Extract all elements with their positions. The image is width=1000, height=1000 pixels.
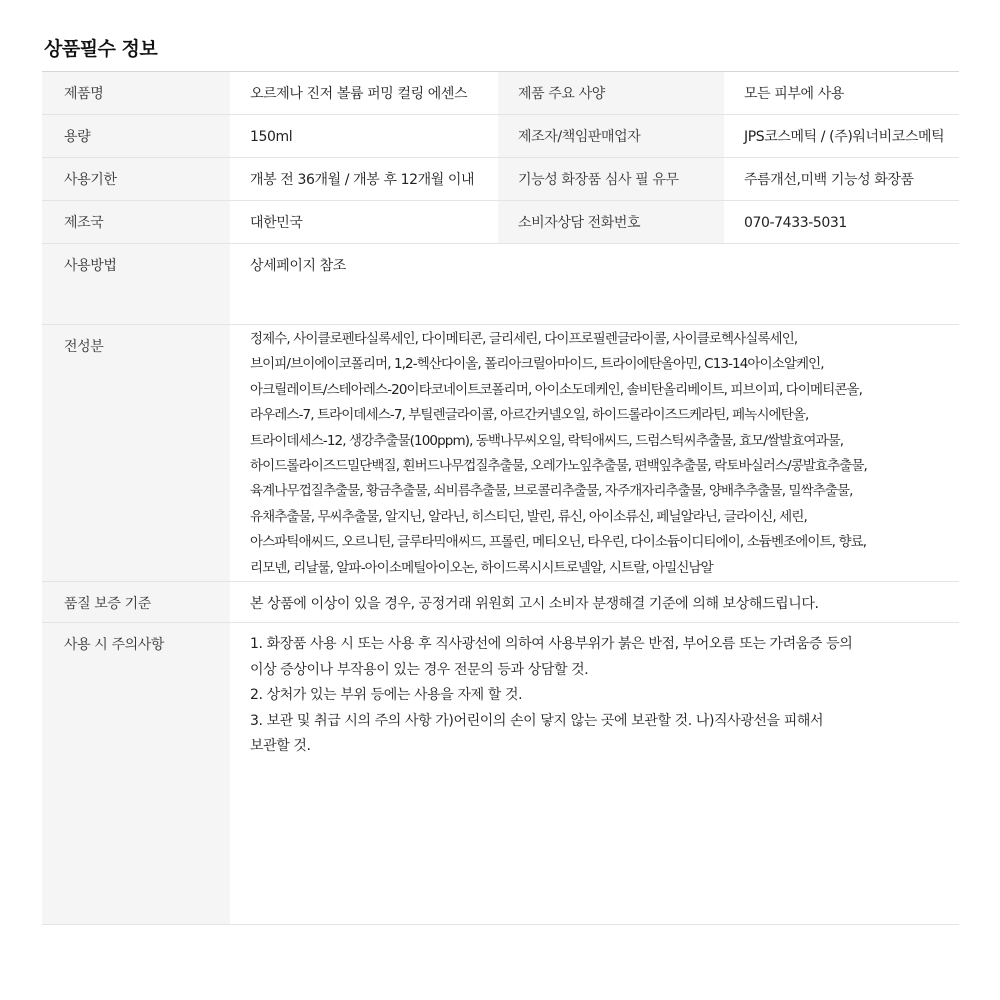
ingredients-line: 리모넨, 리날룰, 알파-아이소메틸아이오논, 하이드록시시트로넬알, 시트랄, 아밀신남알 bbox=[250, 559, 713, 576]
table-row bbox=[42, 158, 959, 201]
caution-line: 이상 증상이나 부작용이 있는 경우 전문의 등과 상담할 것. bbox=[250, 661, 589, 678]
origin-label: 제조국 bbox=[42, 201, 230, 244]
table-row bbox=[42, 582, 959, 623]
manufacturer-label: 제조자/책임판매업자 bbox=[498, 115, 724, 158]
caution-line: 2. 상처가 있는 부위 등에는 사용을 자제 할 것. bbox=[250, 687, 523, 704]
ingredients-line: 유채추출물, 무씨추출물, 알지닌, 알라닌, 히스티딘, 발린, 류신, 아이소류신, 페닐알라닌, 글라이신, 세린, bbox=[250, 508, 807, 525]
usage-label: 사용방법 bbox=[42, 244, 230, 325]
expiry-value: 개봉 전 36개월 / 개봉 후 12개월 이내 bbox=[230, 158, 498, 201]
volume-label: 용량 bbox=[42, 115, 230, 158]
caution-label: 사용 시 주의사항 bbox=[42, 623, 230, 925]
product-name-value: 오르제나 진저 볼륨 퍼밍 컬링 에센스 bbox=[230, 72, 498, 115]
manufacturer-value: JPS코스메틱 / (주)워너비코스메틱 bbox=[724, 115, 959, 158]
ingredients-value bbox=[230, 325, 959, 582]
ingredients-line: 정제수, 사이클로펜타실록세인, 다이메티콘, 글리세린, 다이프로필렌글라이콜, 사이클로헥사실록세인, bbox=[250, 331, 798, 347]
caution-line: 3. 보관 및 취급 시의 주의 사항 가)어린이의 손이 닿지 않는 곳에 보관할 것. 나)직사광선을 피해서 bbox=[250, 712, 824, 729]
customer-phone-value: 070-7433-5031 bbox=[724, 201, 959, 244]
caution-value bbox=[230, 623, 959, 925]
expiry-label: 사용기한 bbox=[42, 158, 230, 201]
table-row bbox=[42, 115, 959, 158]
quality-label: 품질 보증 기준 bbox=[42, 582, 230, 623]
product-name-label: 제품명 bbox=[42, 72, 230, 115]
functional-review-label: 기능성 화장품 심사 필 유무 bbox=[498, 158, 724, 201]
table-row bbox=[42, 623, 959, 925]
volume-value: 150ml bbox=[230, 115, 498, 158]
section-title: 상품필수 정보 bbox=[44, 38, 158, 60]
main-spec-value: 모든 피부에 사용 bbox=[724, 72, 959, 115]
functional-review-value: 주름개선,미백 기능성 화장품 bbox=[724, 158, 959, 201]
table-row bbox=[42, 244, 959, 325]
usage-value: 상세페이지 참조 bbox=[230, 244, 959, 325]
quality-value: 본 상품에 이상이 있을 경우, 공정거래 위원회 고시 소비자 분쟁해결 기준에 의해 보상해드립니다. bbox=[230, 582, 959, 623]
ingredients-line: 브이피/브이에이코폴리머, 1,2-헥산다이올, 폴리아크릴아마이드, 트라이에탄올아민, C13-14아이소알케인, bbox=[250, 356, 824, 373]
table-row bbox=[42, 325, 959, 582]
origin-value: 대한민국 bbox=[230, 201, 498, 244]
caution-line: 1. 화장품 사용 시 또는 사용 후 직사광선에 의하여 사용부위가 붉은 반점, 부어오름 또는 가려움증 등의 bbox=[250, 636, 853, 653]
ingredients-line: 아크릴레이트/스테아레스-20이타코네이트코폴리머, 아이소도데케인, 솔비탄올리베이트, 피브이피, 다이메티콘올, bbox=[250, 381, 863, 398]
product-info-table bbox=[42, 71, 959, 925]
ingredients-line: 육계나무껍질추출물, 황금추출물, 쇠비름추출물, 브로콜리추출물, 자주개자리추출물, 양배추추출물, 밀싹추출물, bbox=[250, 483, 853, 500]
ingredients-line: 트라이데세스-12, 생강추출물(100ppm), 동백나무씨오일, 락틱애씨드, 드럼스틱씨추출물, 효모/쌀발효여과물, bbox=[250, 432, 844, 449]
ingredients-label: 전성분 bbox=[42, 325, 230, 582]
caution-line: 보관할 것. bbox=[250, 738, 311, 755]
table-row bbox=[42, 201, 959, 244]
ingredients-line: 아스파틱애씨드, 오르니틴, 글루타믹애씨드, 프롤린, 메티오닌, 타우린, 다이소듐이디티에이, 소듐벤조에이트, 향료, bbox=[250, 534, 867, 551]
ingredients-line: 하이드롤라이즈드밀단백질, 흰버드나무껍질추출물, 오레가노잎추출물, 편백잎추출물, 락토바실러스/콩발효추출물, bbox=[250, 458, 867, 475]
main-spec-label: 제품 주요 사양 bbox=[498, 72, 724, 115]
customer-phone-label: 소비자상담 전화번호 bbox=[498, 201, 724, 244]
table-row bbox=[42, 72, 959, 115]
ingredients-line: 라우레스-7, 트라이데세스-7, 부틸렌글라이콜, 아르간커넬오일, 하이드롤라이즈드케라틴, 페녹시에탄올, bbox=[250, 407, 809, 424]
